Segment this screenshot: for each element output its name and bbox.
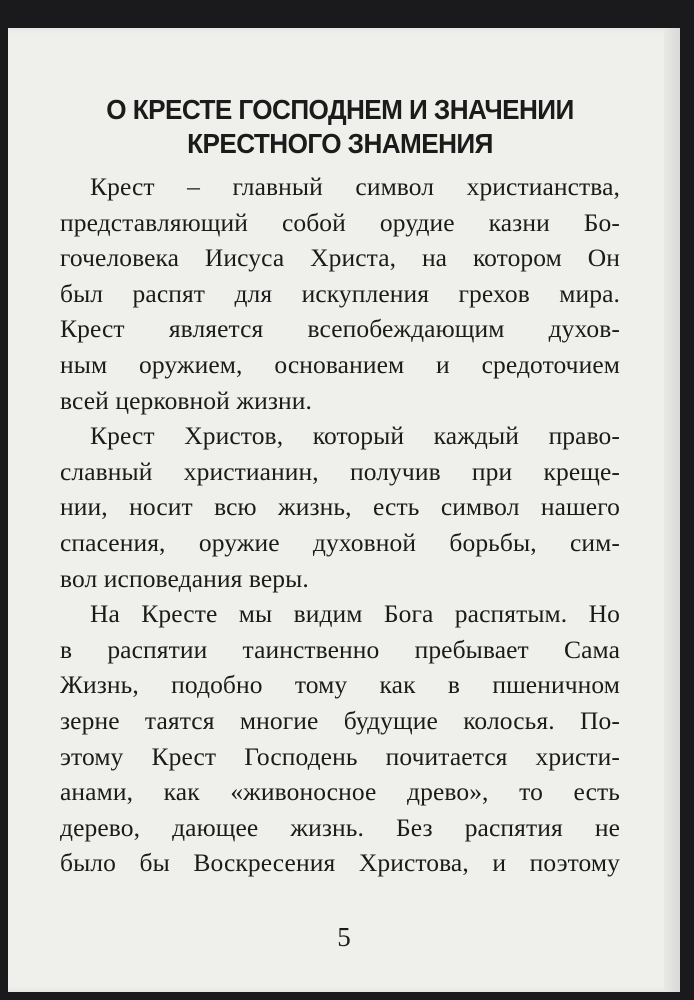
- text-line: представляющий собой орудие казни Бо-: [60, 207, 620, 237]
- page-content: [60, 93, 620, 881]
- text-line: Жизнь, подобно тому как в пшеничном: [60, 670, 620, 700]
- text-line: гочеловека Иисуса Христа, на котором Он: [60, 243, 620, 273]
- chapter-title-line: КРЕСТНОГО ЗНАМЕНИЯ: [187, 128, 493, 159]
- text-line: На Кресте мы видим Бога распятым. Но: [90, 599, 620, 629]
- chapter-title: [74, 93, 606, 161]
- text-line: в распятии таинственно пребывает Сама: [60, 634, 620, 664]
- page-edge: [664, 28, 680, 992]
- text-line: Крест является всепобеждающим духов-: [60, 314, 620, 344]
- book-page: [8, 28, 680, 992]
- text-line: анами, как «живоносное древо», то есть: [60, 777, 620, 807]
- text-line: спасения, оружие духовной борьбы, сим-: [60, 527, 620, 557]
- text-line: славный христианин, получив при креще-: [60, 456, 620, 486]
- text-line: был распят для искупления грехов мира.: [60, 278, 620, 308]
- page-number: 5: [337, 922, 351, 952]
- text-line: Крест Христов, который каждый право-: [90, 421, 620, 451]
- body-text: [60, 169, 620, 881]
- text-line: Крест – главный символ христианства,: [90, 172, 620, 201]
- text-line: нии, носит всю жизнь, есть символ нашего: [60, 492, 620, 522]
- text-line: этому Крест Господень почитается христи-: [60, 741, 620, 771]
- text-line: всей церковной жизни.: [60, 385, 312, 415]
- text-line: ным оружием, основанием и средоточием: [60, 349, 620, 379]
- text-line: было бы Воскресения Христова, и поэтому: [60, 848, 620, 878]
- text-line: зерне таятся многие будущие колосья. По-: [60, 705, 620, 735]
- chapter-title-line: О КРЕСТЕ ГОСПОДНЕМ И ЗНАЧЕНИИ: [106, 94, 574, 125]
- text-line: вол исповедания веры.: [60, 563, 309, 593]
- text-line: дерево, дающее жизнь. Без распятия не: [60, 812, 620, 842]
